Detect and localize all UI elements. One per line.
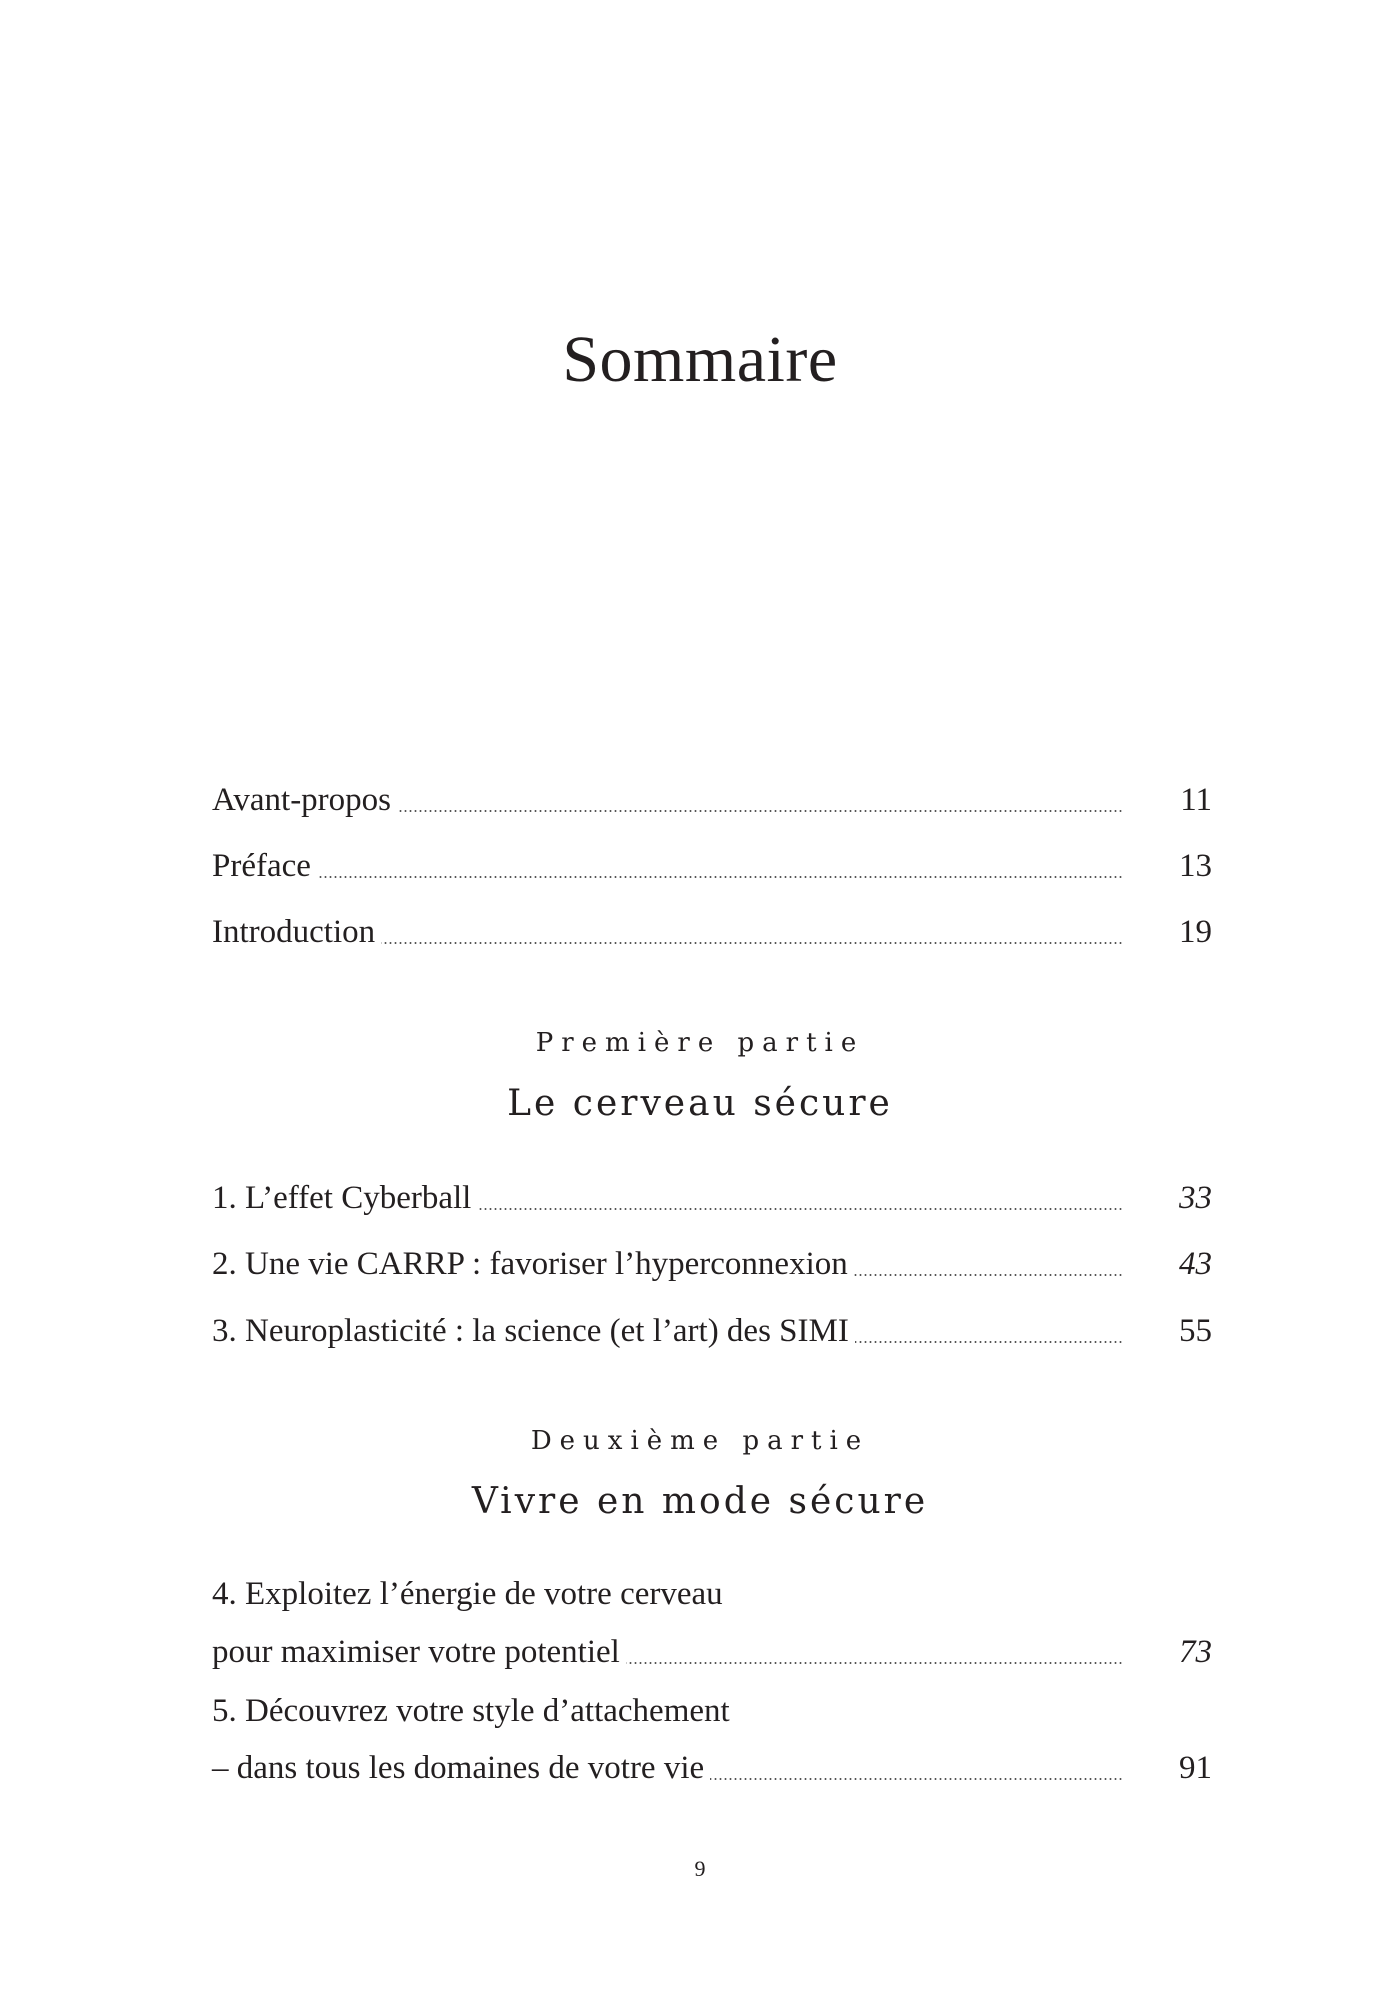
dot-leader: [317, 876, 1123, 878]
toc-entry-label: 2. Une vie CARRP : favoriser l’hyperconnexion: [212, 1246, 848, 1282]
toc-entry-page: 11: [1180, 782, 1212, 818]
dot-leader: [397, 810, 1123, 812]
toc-entry-page: 13: [1179, 848, 1212, 884]
toc-chapter-4-line-1: 4. Exploitez l’énergie de votre cerveau: [212, 1576, 723, 1612]
page-title: Sommaire: [562, 323, 838, 396]
toc-entry-label: 1. L’effet Cyberball: [212, 1180, 472, 1216]
dot-leader: [626, 1662, 1123, 1664]
toc-entry-page: 33: [1179, 1180, 1212, 1216]
toc-entry-label: Avant-propos: [212, 782, 392, 818]
toc-entry-preface: [212, 838, 1212, 888]
part-1-label: Première partie: [535, 1028, 865, 1058]
page-number: 9: [694, 1856, 706, 1881]
toc-entry-label: Introduction: [212, 914, 376, 950]
toc-entry-label: pour maximiser votre potentiel: [212, 1634, 620, 1670]
toc-entry-page: 91: [1179, 1750, 1212, 1786]
toc-chapter-2: [212, 1236, 1212, 1286]
toc-entry-page: 73: [1179, 1634, 1212, 1670]
toc-entry-page: 55: [1179, 1313, 1212, 1349]
toc-chapter-5-line-1: 5. Découvrez votre style d’attachement: [212, 1693, 730, 1729]
toc-entry-avant-propos: [212, 772, 1212, 822]
toc-entry-label: – dans tous les domaines de votre vie: [212, 1750, 705, 1786]
toc-entry-label: 3. Neuroplasticité : la science (et l’art) des SIMI: [212, 1313, 849, 1349]
part-1-title: Le cerveau sécure: [507, 1083, 893, 1124]
dot-leader: [477, 1208, 1123, 1210]
toc-entry-page: 43: [1179, 1246, 1212, 1282]
part-2-label: Deuxième partie: [530, 1426, 870, 1456]
dot-leader: [855, 1341, 1123, 1343]
toc-chapter-5: [212, 1740, 1212, 1790]
toc-entry-introduction: [212, 904, 1212, 954]
dot-leader: [854, 1274, 1123, 1276]
toc-entry-page: 19: [1179, 914, 1212, 950]
dot-leader: [381, 942, 1123, 944]
toc-chapter-4: [212, 1624, 1212, 1674]
toc-entry-label: Préface: [212, 848, 311, 884]
dot-leader: [710, 1778, 1123, 1780]
toc-chapter-3: [212, 1303, 1212, 1353]
part-2-title: Vivre en mode sécure: [471, 1481, 929, 1522]
toc-chapter-1: [212, 1170, 1212, 1220]
